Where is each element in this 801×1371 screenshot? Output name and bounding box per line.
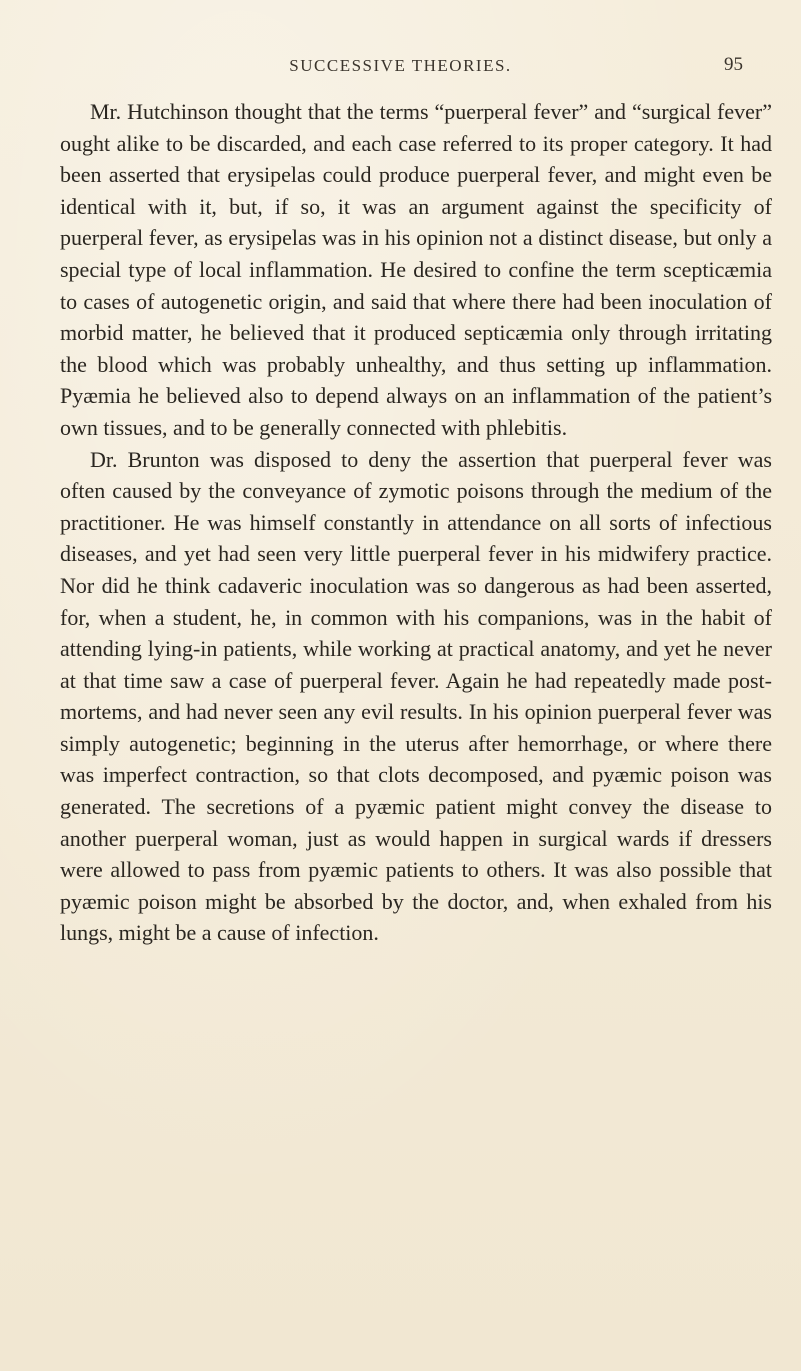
paragraph-brunton: Dr. Brunton was disposed to deny the assertion that puerperal fever was often caused by the conveyance of zymotic poisons through the medium of the practitioner. He was himself constantly in attendance on all sorts of infectious diseases, and yet had seen very little puerperal fever in his midwifery practice. Nor did he think cadaveric inoculation was so dangerous as had been asserted, for, when a student, he, in common with his companions, was in the habit of attending lying-in patients, while working at practical anatomy, and yet he never at that time saw a case of puerperal fever. Again he had repeatedly made post-mortems, and had never seen any evil results. In his opinion puerperal fever was simply autogenetic; beginning in the uterus after hemorrhage, or where there was imperfect contraction, so that clots decomposed, and pyæmic poison was generated. The secretions of a pyæmic patient might convey the disease to another puerperal woman, just as would happen in surgical wards if dressers were allowed to pass from pyæmic patients to others. It was also possible that pyæmic poison might be absorbed by the doctor, and, when exhaled from his lungs, might be a cause of infection. [60, 446, 772, 946]
running-title: SUCCESSIVE THEORIES. [289, 56, 512, 75]
running-head [0, 44, 801, 76]
body-text [60, 96, 772, 949]
paragraph-hutchinson: Mr. Hutchinson thought that the terms “puerperal fever” and “surgical fever” ought alike to be discarded, and each case referred to its proper category. It had been asserted that erysipelas could produce puerperal fever, and might even be identical with it, but, if so, it was an argument against the specificity of puerperal fever, as erysipelas was in his opinion not a distinct disease, but only a special type of local inflammation. He desired to confine the term scepticæmia to cases of autogenetic origin, and said that where there had been inoculation of morbid matter, he believed that it produced septicæmia only through irritating the blood which was probably unhealthy, and thus setting up inflammation. Pyæmia he believed also to depend always on an inflammation of the patient’s own tissues, and to be generally connected with phlebitis. [60, 99, 772, 440]
page-number: 95 [724, 54, 743, 75]
